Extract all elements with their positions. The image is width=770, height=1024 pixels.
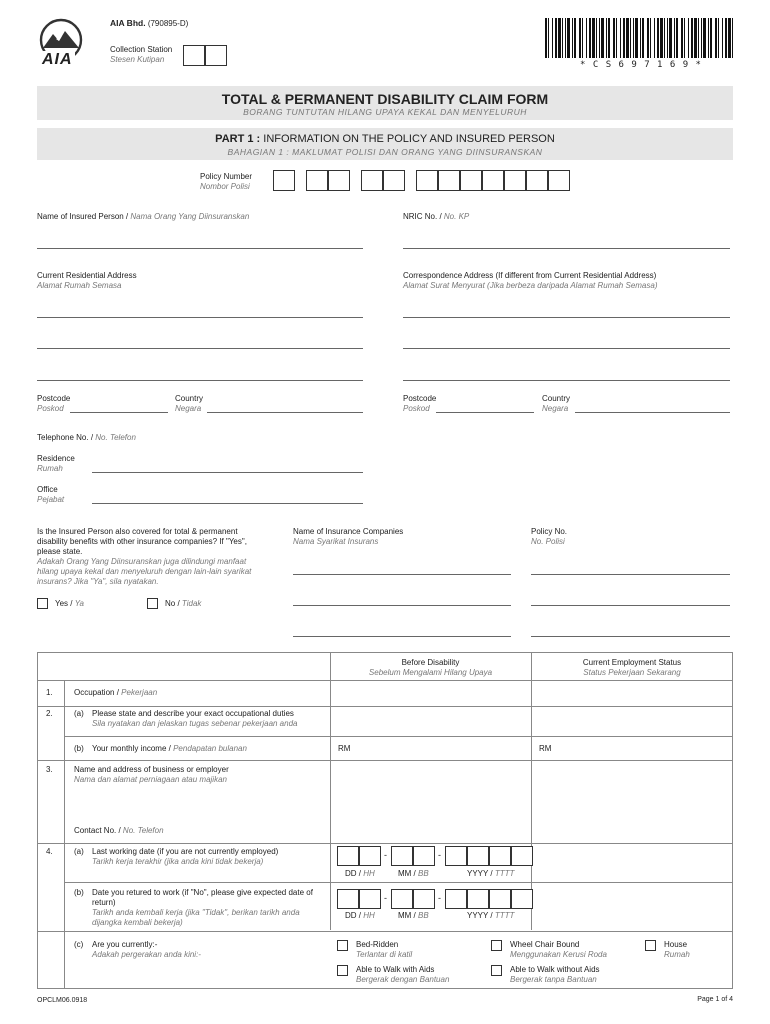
corr-address-line-3[interactable]: [403, 380, 730, 381]
collection-station-box-1[interactable]: [183, 45, 205, 66]
other-policy-no-label: Policy No.: [531, 527, 568, 536]
insurance-company-field-3[interactable]: [293, 636, 511, 637]
yyyy-label-ms: TTTT: [494, 911, 515, 920]
other-policy-no-label-ms: No. Polisi: [531, 537, 565, 546]
country-field-right[interactable]: [575, 412, 730, 413]
income-before-field[interactable]: [354, 738, 529, 758]
row2a-tag: (a): [74, 709, 84, 718]
wheel-chair-label-ms: Menggunakan Kerusi Roda: [510, 950, 607, 959]
yyyy-label: YYYY /: [467, 911, 493, 920]
corr-address-line-1[interactable]: [403, 317, 730, 318]
barcode: [545, 18, 737, 62]
country-label-left: Country: [175, 394, 204, 403]
duties-before-cell[interactable]: [331, 707, 530, 735]
barcode-text: * C S 6 9 7 1 6 9 *: [580, 60, 702, 70]
residence-label: Residence: [37, 454, 75, 463]
date-separator: -: [384, 893, 387, 903]
date-separator: -: [438, 893, 441, 903]
collection-station-label: Collection Station: [110, 45, 173, 54]
contact-label: Contact No. /: [74, 826, 121, 835]
duties-label-ms: Sila nyatakan dan jelaskan tugas sebenar pekerjaan anda: [92, 719, 298, 728]
policy-number-label-ms: Nombor Polisi: [200, 182, 250, 191]
country-field-left[interactable]: [207, 412, 363, 413]
last-working-date-label: Last working date (if you are not currently employed): [92, 847, 279, 856]
country-label-right: Country: [542, 394, 571, 403]
current-address-line-2[interactable]: [37, 348, 363, 349]
house-checkbox[interactable]: [645, 940, 656, 951]
return-date-label: Date you retured to work (if "No", please give expected date of return): [92, 888, 313, 907]
income-current-currency: RM: [539, 744, 552, 753]
form-code: OPCLM06.0918: [37, 997, 88, 1004]
date-separator: -: [384, 850, 387, 860]
country-label-right-ms: Negara: [542, 404, 569, 413]
income-label: Your monthly income /: [92, 744, 171, 753]
postcode-label-left: Postcode: [37, 394, 71, 403]
postcode-field-left[interactable]: [70, 412, 168, 413]
other-cover-question-ms: Adakah Orang Yang Diinsuranskan juga dilindungi manfaat hilang upaya kekal dan menyeluruh dengan lain-lain syarikat insurans? Jika "Ya", sila nyatakan.: [37, 557, 252, 586]
aia-logo: [34, 18, 88, 68]
duties-current-cell[interactable]: [532, 707, 732, 735]
col-before-header: Before Disability: [401, 658, 460, 667]
company-reg-no: (790895-D): [147, 19, 189, 28]
nric-field[interactable]: [403, 248, 730, 249]
mobility-label: Are you currently:-: [92, 940, 158, 949]
insured-name-label-ms: Nama Orang Yang Diinsuranskan: [130, 212, 250, 221]
other-policy-no-field-3[interactable]: [531, 636, 730, 637]
wheel-chair-checkbox[interactable]: [491, 940, 502, 951]
col-current-header-ms: Status Pekerjaan Sekarang: [583, 668, 681, 677]
telephone-label-ms: No. Telefon: [95, 433, 136, 442]
postcode-label-right: Postcode: [403, 394, 437, 403]
country-label-left-ms: Negara: [175, 404, 202, 413]
employer-label: Name and address of business or employer: [74, 765, 229, 774]
last-working-date-input[interactable]: [337, 846, 522, 880]
insurance-company-field-2[interactable]: [293, 605, 511, 606]
current-address-label: Current Residential Address: [37, 271, 137, 280]
policy-number-label: Policy Number: [200, 172, 253, 181]
page-number: Page 1 of 4: [697, 996, 733, 1003]
house-label: House: [664, 940, 688, 949]
walk-without-aids-label-ms: Bergerak tanpa Bantuan: [510, 975, 597, 984]
return-date-label-ms: Tarikh anda kembali kerja (jika "Tidak", berikan tarikh anda dijangka kembali bekerja): [92, 908, 300, 927]
no-checkbox[interactable]: [147, 598, 158, 609]
row1-number: 1.: [46, 688, 53, 697]
other-policy-no-field-2[interactable]: [531, 605, 730, 606]
dd-label-ms: HH: [363, 911, 375, 920]
insurance-companies-label: Name of Insurance Companies: [293, 527, 404, 536]
part1-title: INFORMATION ON THE POLICY AND INSURED PERSON: [263, 133, 555, 145]
collection-station-label-ms: Stesen Kutipan: [110, 55, 165, 64]
form-title-ms: BORANG TUNTUTAN HILANG UPAYA KEKAL DAN MENYELURUH: [243, 107, 527, 117]
office-phone-field[interactable]: [92, 503, 363, 504]
row4-number: 4.: [46, 847, 53, 856]
part1-title-ms: BAHAGIAN 1 : MAKLUMAT POLISI DAN ORANG YANG DIINSURANSKAN: [227, 147, 543, 157]
mm-label: MM /: [398, 911, 416, 920]
nric-label: NRIC No. /: [403, 212, 442, 221]
row2-number: 2.: [46, 709, 53, 718]
postcode-field-right[interactable]: [436, 412, 534, 413]
row4b-tag: (b): [74, 888, 84, 897]
walk-without-aids-checkbox[interactable]: [491, 965, 502, 976]
residence-label-ms: Rumah: [37, 464, 63, 473]
occupation-before-cell[interactable]: [331, 681, 530, 705]
occupation-label: Occupation /: [74, 688, 119, 697]
house-label-ms: Rumah: [664, 950, 690, 959]
yes-label: Yes /: [55, 599, 73, 608]
bed-ridden-label: Bed-Ridden: [356, 940, 399, 949]
form-title: TOTAL & PERMANENT DISABILITY CLAIM FORM: [221, 91, 549, 107]
occupation-label-ms: Pekerjaan: [121, 688, 158, 697]
yyyy-label-ms: TTTT: [494, 869, 515, 878]
col-before-header-ms: Sebelum Mengalami Hilang Upaya: [368, 668, 493, 677]
insured-name-label: Name of Insured Person /: [37, 212, 129, 221]
row2b-tag: (b): [74, 744, 84, 753]
bed-ridden-checkbox[interactable]: [337, 940, 348, 951]
corr-address-label: Correspondence Address (If different from Current Residential Address): [403, 271, 657, 280]
logo-text: AIA: [42, 51, 73, 68]
office-label: Office: [37, 485, 58, 494]
dd-label: DD /: [345, 911, 361, 920]
other-policy-no-field-1[interactable]: [531, 574, 730, 575]
contact-label-ms: No. Telefon: [122, 826, 164, 835]
current-address-label-ms: Alamat Rumah Semasa: [37, 281, 122, 290]
no-label-ms: Tidak: [181, 599, 202, 608]
col-current-header: Current Employment Status: [582, 658, 682, 667]
yes-label-ms: Ya: [74, 599, 84, 608]
income-label-ms: Pendapatan bulanan: [173, 744, 247, 753]
occupation-current-cell[interactable]: [532, 681, 732, 705]
return-date-input[interactable]: [337, 889, 522, 923]
income-before-currency: RM: [338, 744, 351, 753]
no-label: No /: [165, 599, 180, 608]
postcode-label-right-ms: Poskod: [403, 404, 430, 413]
last-working-date-label-ms: Tarikh kerja terakhir (jika anda kini tidak bekerja): [92, 857, 264, 866]
collection-station-box-2[interactable]: [205, 45, 227, 66]
telephone-label: Telephone No. /: [37, 433, 94, 442]
walk-without-aids-label: Able to Walk without Aids: [510, 965, 600, 974]
office-label-ms: Pejabat: [37, 495, 65, 504]
corr-address-line-2[interactable]: [403, 348, 730, 349]
bed-ridden-label-ms: Terlantar di katil: [356, 950, 413, 959]
duties-label: Please state and describe your exact occupational duties: [92, 709, 294, 718]
dd-label-ms: HH: [363, 869, 375, 878]
mm-label-ms: BB: [418, 869, 429, 878]
policy-number-boxes[interactable]: [273, 170, 573, 192]
dd-label: DD /: [345, 869, 361, 878]
row4c-tag: (c): [74, 940, 84, 949]
other-cover-question: Is the Insured Person also covered for total & permanent disability benefits with other insurance companies? If "Yes", please state.: [37, 527, 247, 556]
company-name: AIA Bhd.: [110, 18, 146, 28]
insurance-companies-label-ms: Nama Syarikat Insurans: [293, 537, 379, 546]
insured-name-field[interactable]: [37, 248, 363, 249]
income-current-field[interactable]: [555, 738, 731, 758]
wheel-chair-label: Wheel Chair Bound: [510, 940, 580, 949]
postcode-label-left-ms: Poskod: [37, 404, 64, 413]
insurance-company-field-1[interactable]: [293, 574, 511, 575]
employer-current-cell[interactable]: [532, 761, 732, 842]
current-address-line-3[interactable]: [37, 380, 363, 381]
mm-label: MM /: [398, 869, 416, 878]
part1-prefix: PART 1 :: [215, 133, 261, 145]
row3-number: 3.: [46, 765, 53, 774]
nric-label-ms: No. KP: [443, 212, 470, 221]
mm-label-ms: BB: [418, 911, 429, 920]
employer-before-cell[interactable]: [331, 761, 530, 842]
corr-address-label-ms: Alamat Surat Menyurat (Jika berbeza daripada Alamat Rumah Semasa): [403, 281, 658, 290]
yes-checkbox[interactable]: [37, 598, 48, 609]
current-address-line-1[interactable]: [37, 317, 363, 318]
mobility-label-ms: Adakah pergerakan anda kini:-: [92, 950, 201, 959]
yyyy-label: YYYY /: [467, 869, 493, 878]
date-separator: -: [438, 850, 441, 860]
walk-with-aids-label: Able to Walk with Aids: [356, 965, 435, 974]
employer-label-ms: Nama dan alamat perniagaan atau majikan: [74, 775, 227, 784]
walk-with-aids-label-ms: Bergerak dengan Bantuan: [356, 975, 450, 984]
residence-phone-field[interactable]: [92, 472, 363, 473]
walk-with-aids-checkbox[interactable]: [337, 965, 348, 976]
row4a-tag: (a): [74, 847, 84, 856]
